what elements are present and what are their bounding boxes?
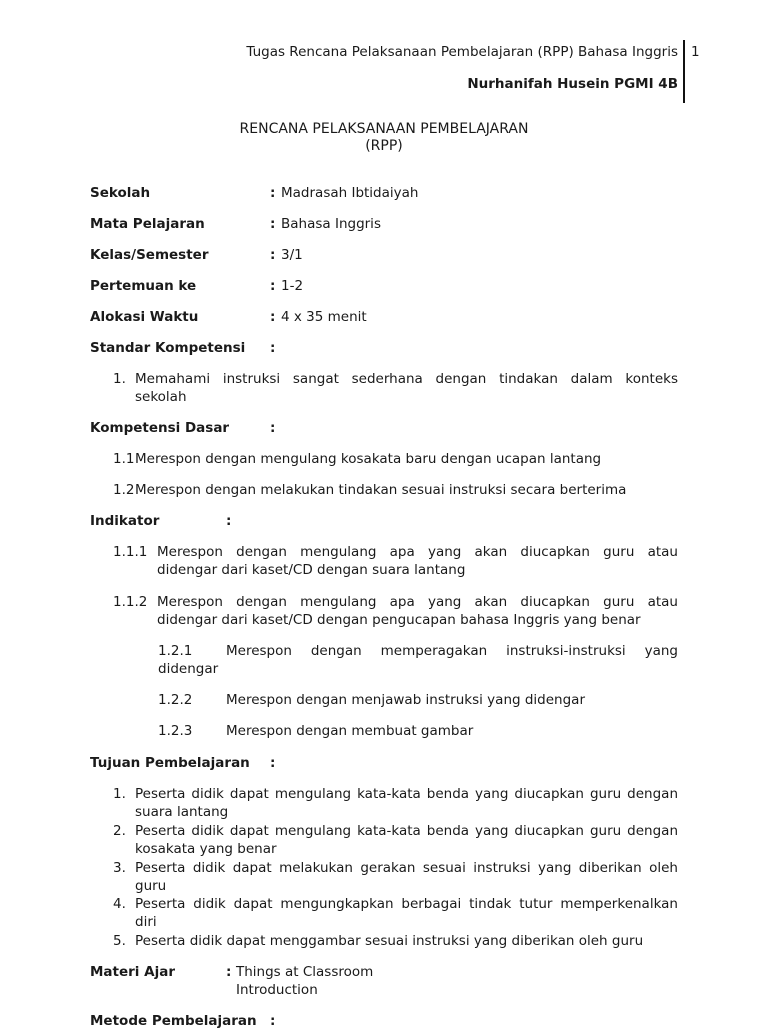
section-heading-standar: Standar Kompetensi	[90, 340, 246, 356]
colon: :	[270, 247, 276, 263]
list-item: Merespon dengan mengulang kosakata baru dengan ucapan lantang	[135, 451, 602, 467]
header-author: Nurhanifah Husein PGMI 4B	[467, 76, 678, 92]
colon: :	[270, 420, 276, 436]
list-number: 5.	[113, 933, 126, 949]
page-subtitle: (RPP)	[365, 138, 403, 154]
list-item: Merespon dengan menjawab instruksi yang didengar	[226, 692, 586, 708]
list-item: Merespon dengan mengulang apa yang akan diucapkan guru atau	[157, 544, 678, 560]
list-item: Peserta didik dapat mengulang kata-kata benda yang diucapkan guru dengan	[135, 786, 678, 802]
list-item-cont: didengar dari kaset/CD dengan suara lantang	[157, 562, 466, 578]
identity-label: Sekolah	[90, 185, 151, 201]
list-number: 1.1.1	[113, 544, 148, 560]
colon: :	[270, 278, 276, 294]
identity-value: Madrasah Ibtidaiyah	[281, 185, 419, 201]
list-item-cont: sekolah	[135, 389, 187, 405]
colon: :	[270, 309, 276, 325]
list-item: Merespon dengan mengulang apa yang akan diucapkan guru atau	[157, 594, 678, 610]
materi-value: Things at Classroom	[236, 964, 374, 980]
list-number: 1.	[113, 786, 126, 802]
list-item: Merespon dengan memperagakan instruksi-instruksi yang	[226, 643, 678, 659]
identity-value: 4 x 35 menit	[281, 309, 367, 325]
header-divider	[683, 40, 685, 103]
list-item-cont: kosakata yang benar	[135, 841, 277, 857]
section-heading-indikator: Indikator	[90, 513, 160, 529]
colon: :	[270, 755, 276, 771]
colon: :	[270, 340, 276, 356]
list-number: 1.	[113, 371, 126, 387]
list-item: Peserta didik dapat mengungkapkan berbagai tindak tutur memperkenalkan	[135, 896, 678, 912]
list-item: Merespon dengan melakukan tindakan sesuai instruksi secara berterima	[135, 482, 627, 498]
list-number: 2.	[113, 823, 126, 839]
list-number: 1.1	[113, 451, 135, 467]
list-number: 1.2.1	[158, 643, 193, 659]
page-title: RENCANA PELAKSANAAN PEMBELAJARAN	[239, 121, 529, 137]
list-item: Merespon dengan membuat gambar	[226, 723, 474, 739]
list-number: 4.	[113, 896, 126, 912]
list-item-cont: didengar dari kaset/CD dengan pengucapan bahasa Inggris yang benar	[157, 612, 641, 628]
identity-label: Mata Pelajaran	[90, 216, 205, 232]
colon: :	[270, 216, 276, 232]
list-item: Memahami instruksi sangat sederhana dengan tindakan dalam konteks	[135, 371, 678, 387]
identity-value: 3/1	[281, 247, 303, 263]
identity-label: Kelas/Semester	[90, 247, 209, 263]
list-number: 1.2.3	[158, 723, 193, 739]
materi-value-cont: Introduction	[236, 982, 318, 998]
identity-value: 1-2	[281, 278, 304, 294]
identity-value: Bahasa Inggris	[281, 216, 381, 232]
list-number: 1.2.2	[158, 692, 193, 708]
list-item-cont: suara lantang	[135, 804, 229, 820]
list-item: Peserta didik dapat menggambar sesuai instruksi yang diberikan oleh guru	[135, 933, 644, 949]
section-heading-metode: Metode Pembelajaran	[90, 1013, 257, 1029]
colon: :	[270, 185, 276, 201]
colon: :	[226, 513, 232, 529]
section-heading-tujuan: Tujuan Pembelajaran	[90, 755, 250, 771]
identity-label: Pertemuan ke	[90, 278, 197, 294]
page-number: 1	[691, 44, 700, 60]
identity-label: Alokasi Waktu	[90, 309, 199, 325]
list-item-cont: diri	[135, 914, 157, 930]
list-number: 1.2	[113, 482, 135, 498]
list-item: Peserta didik dapat mengulang kata-kata benda yang diucapkan guru dengan	[135, 823, 678, 839]
list-number: 3.	[113, 860, 126, 876]
header-doc-title: Tugas Rencana Pelaksanaan Pembelajaran (RPP) Bahasa Inggris	[246, 44, 678, 60]
list-item-cont: guru	[135, 878, 167, 894]
list-item: Peserta didik dapat melakukan gerakan sesuai instruksi yang diberikan oleh	[135, 860, 678, 876]
section-heading-kompetensi: Kompetensi Dasar	[90, 420, 230, 436]
list-number: 1.1.2	[113, 594, 148, 610]
section-heading-materi: Materi Ajar	[90, 964, 175, 980]
colon: :	[226, 964, 232, 980]
list-item-cont: didengar	[158, 661, 219, 677]
colon: :	[270, 1013, 276, 1029]
